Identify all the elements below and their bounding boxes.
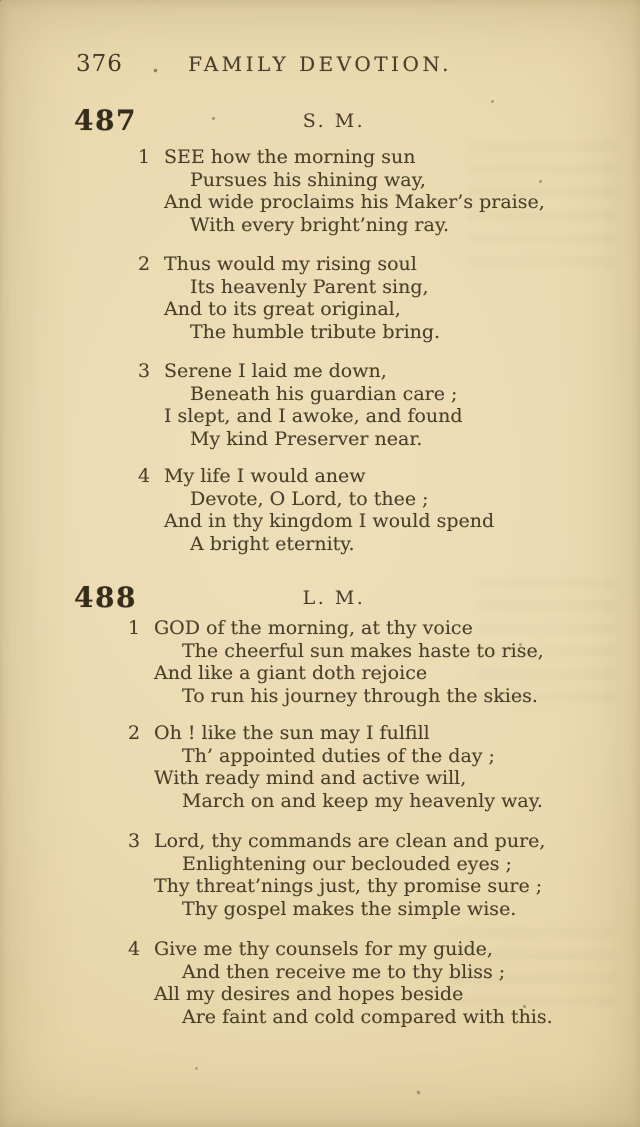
verse-line: The cheerful sun makes haste to rise, bbox=[182, 639, 544, 662]
verse-line: Are faint and cold compared with this. bbox=[182, 1005, 553, 1028]
stanza-number: 1 bbox=[128, 617, 141, 639]
verse-line: Thus would my rising soul bbox=[164, 253, 417, 275]
verse-line: And in thy kingdom I would spend bbox=[164, 510, 495, 532]
verse-line: To run his journey through the skies. bbox=[182, 684, 538, 707]
stanza bbox=[0, 465, 640, 555]
verse-line: Oh ! like the sun may I fulfill bbox=[154, 722, 430, 744]
verse-line: I slept, and I awoke, and found bbox=[164, 405, 463, 427]
stanza bbox=[0, 830, 640, 920]
verse-line: Lord, thy commands are clean and pure, bbox=[154, 830, 546, 852]
paper-speck bbox=[0, 0, 1, 1]
verse-line: And to its great original, bbox=[164, 298, 401, 320]
verse-line: Enlightening our beclouded eyes ; bbox=[182, 852, 512, 875]
verse-line: Pursues his shining way, bbox=[190, 168, 426, 191]
verse-line: SEE how the morning sun bbox=[164, 146, 416, 168]
verse-line: With ready mind and active will, bbox=[154, 767, 467, 789]
verse-line: A bright eternity. bbox=[190, 532, 355, 555]
hymn-meter: L. M. bbox=[302, 587, 366, 609]
verse-line: My life I would anew bbox=[164, 465, 366, 487]
verse-line: My kind Preserver near. bbox=[190, 427, 423, 450]
hymn-488-header bbox=[0, 581, 640, 615]
verse-line: And like a giant doth rejoice bbox=[154, 662, 428, 684]
verse-line: Its heavenly Parent sing, bbox=[190, 275, 429, 298]
verse-line: Beneath his guardian care ; bbox=[190, 382, 458, 405]
verse-line: All my desires and hopes beside bbox=[154, 983, 464, 1005]
verse-line: Serene I laid me down, bbox=[164, 360, 387, 382]
stanza bbox=[0, 938, 640, 1028]
stanza-number: 3 bbox=[138, 360, 151, 382]
verse-line: Devote, O Lord, to thee ; bbox=[190, 487, 429, 510]
hymn-number: 487 bbox=[74, 104, 137, 137]
stanza bbox=[0, 146, 640, 236]
stanza-number: 2 bbox=[138, 253, 151, 275]
hymn-meter: S. M. bbox=[302, 110, 366, 132]
stanza bbox=[0, 722, 640, 812]
verse-line: Thy gospel makes the simple wise. bbox=[182, 897, 517, 920]
verse-line: GOD of the morning, at thy voice bbox=[154, 617, 473, 639]
hymn-487-header bbox=[0, 104, 640, 138]
stanza-number: 4 bbox=[138, 465, 151, 487]
hymn-number: 488 bbox=[74, 581, 137, 614]
stanza-number: 4 bbox=[128, 938, 141, 960]
stanza bbox=[0, 360, 640, 450]
stanza-number: 3 bbox=[128, 830, 141, 852]
verse-line: With every bright’ning ray. bbox=[190, 213, 450, 236]
verse-line: And wide proclaims his Maker’s praise, bbox=[164, 191, 545, 213]
running-header bbox=[0, 50, 640, 78]
page-number: 376 bbox=[76, 51, 123, 77]
verse-line: And then receive me to thy bliss ; bbox=[182, 960, 506, 983]
stanza bbox=[0, 253, 640, 343]
stanza-number: 2 bbox=[128, 722, 141, 744]
stanza-number: 1 bbox=[138, 146, 151, 168]
hymn-488 bbox=[0, 581, 640, 1028]
stanza bbox=[0, 617, 640, 707]
verse-line: Thy threat’nings just, thy promise sure ; bbox=[154, 875, 543, 897]
hymn-487 bbox=[0, 104, 640, 555]
verse-line: Give me thy counsels for my guide, bbox=[154, 938, 493, 960]
running-title: FAMILY DEVOTION. bbox=[188, 52, 452, 76]
verse-line: March on and keep my heavenly way. bbox=[182, 789, 543, 812]
verse-line: Th’ appointed duties of the day ; bbox=[182, 744, 495, 767]
verse-line: The humble tribute bring. bbox=[190, 320, 441, 343]
